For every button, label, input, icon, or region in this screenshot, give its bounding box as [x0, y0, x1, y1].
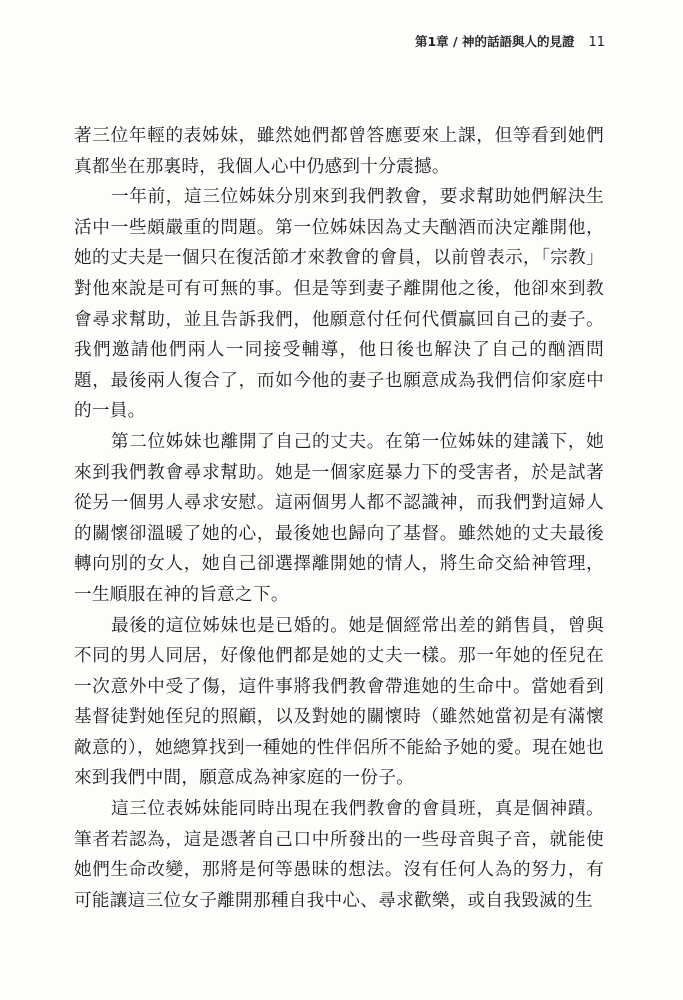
paragraph-continued: 著三位年輕的表姊妹，雖然她們都曾答應要來上課，但等看到她們真都坐在那裏時，我個人心中仍感到十分震撼。	[74, 126, 604, 177]
paragraph: 第二位姊妹也離開了自己的丈夫。在第一位姊妹的建議下，她來到我們教會尋求幫助。她是一個家庭暴力下的受害者，於是試著從另一個男人尋求安慰。這兩個男人都不認識神，而我們對這婦人的關懷卻溫暖了她的心，最後她也歸向了基督。雖然她的丈夫最後轉向別的女人，她自己卻選擇離開她的情人，將生命交給神管理，一生順服在神的旨意之下。	[74, 431, 604, 605]
paragraph: 這三位表姊妹能同時出現在我們教會的會員班，真是個神蹟。筆者若認為，這是憑著自己口中所發出的一些母音與子音，就能使她們生命改變，那將是何等愚昧的想法。沒有任何人為的努力，有可能讓這三位女子離開那種自我中心、尋求歡樂，或自我毀滅的生	[74, 799, 604, 911]
paragraph: 一年前，這三位姊妹分別來到我們教會，要求幫助她們解決生活中一些頗嚴重的問題。第一位姊妹因為丈夫酗酒而決定離開他，她的丈夫是一個只在復活節才來教會的會員，以前曾表示，「宗教」對他來說是可有可無的事。但是等到妻子離開他之後，他卻來到教會尋求幫助，並且告訴我們，他願意付任何代價贏回自己的妻子。我們邀請他們兩人一同接受輔導，他日後也解決了自己的酗酒問題，最後兩人復合了，而如今他的妻子也願意成為我們信仰家庭中的一員。	[74, 187, 604, 422]
body-text	[74, 121, 604, 916]
chapter-title: 第1章 / 神的話語與人的見證	[414, 34, 575, 49]
paragraph: 最後的這位姊妹也是已婚的。她是個經常出差的銷售員，曾與不同的男人同居，好像他們都是她的丈夫一樣。那一年她的侄兒在一次意外中受了傷，這件事將我們教會帶進她的生命中。當她看到基督徒對她侄兒的照顧，以及對她的關懷時（雖然她當初是有滿懷敵意的），她總算找到一種她的性伴侶所不能給予她的愛。現在她也來到我們中間，願意成為神家庭的一份子。	[74, 615, 604, 789]
running-header	[415, 32, 605, 50]
page-number: 11	[588, 35, 605, 50]
